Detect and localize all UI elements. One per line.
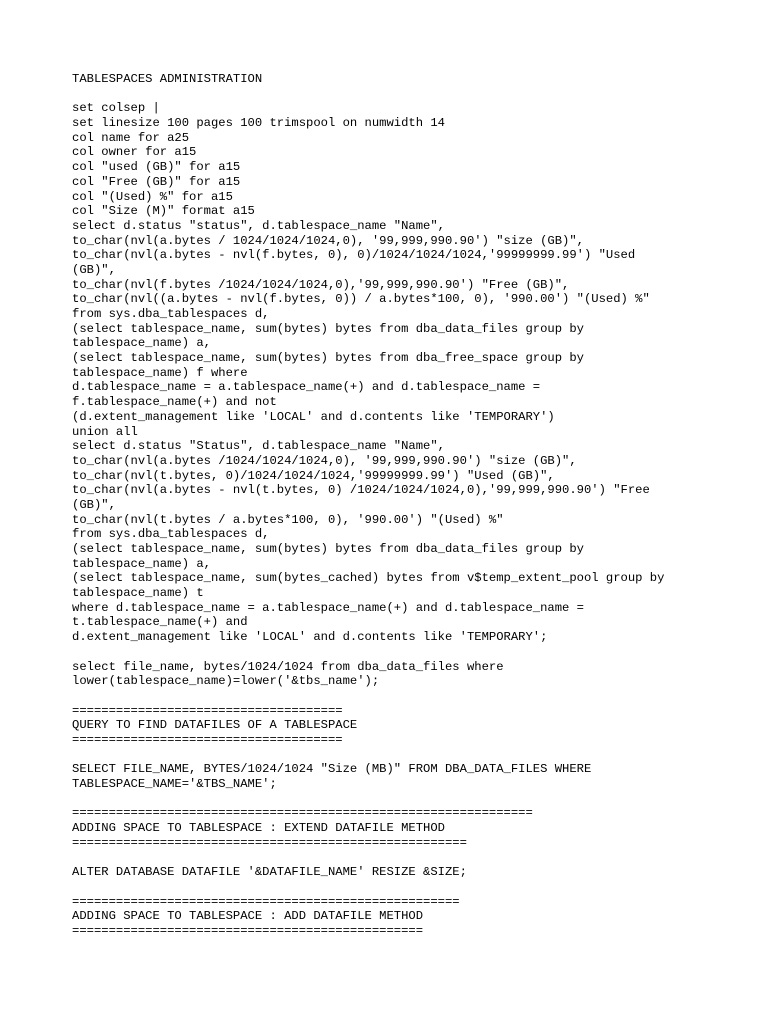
text-line: to_char(nvl(t.bytes, 0)/1024/1024/1024,'99999999.99') "Used (GB)", (72, 468, 555, 483)
text-line: ===================================== (72, 732, 343, 747)
text-line: col "Free (GB)" for a15 (72, 174, 241, 189)
text-line: ====================================================== (72, 835, 467, 850)
text-line: ===================================================== (72, 894, 460, 909)
text-line: (GB)", (72, 497, 116, 512)
text-line (72, 689, 712, 704)
text-line: f.tablespace_name(+) and not (72, 395, 277, 410)
text-line: col "Size (M)" format a15 (72, 204, 255, 219)
text-line: select file_name, bytes/1024/1024 from dba_data_files where (72, 659, 504, 674)
text-line: (select tablespace_name, sum(bytes) bytes from dba_data_files group by (72, 542, 584, 556)
text-line (72, 792, 712, 807)
text-line: tablespace_name) a, (72, 336, 211, 351)
text-line (72, 850, 712, 865)
text-line: tablespace_name) a, (72, 556, 211, 571)
text-line: col "(Used) %" for a15 (72, 189, 233, 204)
text-line: ADDING SPACE TO TABLESPACE : ADD DATAFILE METHOD (72, 909, 424, 924)
text-line: to_char(nvl(f.bytes /1024/1024/1024,0),'99,999,990.90') "Free (GB)", (72, 277, 570, 292)
text-line: (GB)", (72, 262, 116, 277)
text-line: TABLESPACES ADMINISTRATION (72, 72, 263, 86)
text-line: select d.status "Status", d.tablespace_name "Name", (72, 439, 445, 454)
text-line: col owner for a15 (72, 145, 197, 160)
text-line: to_char(nvl(a.bytes /1024/1024/1024,0), '99,999,990.90') "size (GB)", (72, 453, 577, 468)
text-line: set linesize 100 pages 100 trimspool on numwidth 14 (72, 116, 445, 131)
text-line: t.tablespace_name(+) and (72, 615, 248, 630)
text-line: to_char(nvl(t.bytes / a.bytes*100, 0), '990.00') "(Used) %" (72, 512, 504, 527)
text-line: to_char(nvl(a.bytes / 1024/1024/1024,0), '99,999,990.90') "size (GB)", (72, 233, 584, 248)
text-line: from sys.dba_tablespaces d, (72, 307, 270, 321)
text-line: where d.tablespace_name = a.tablespace_name(+) and d.tablespace_name = (72, 600, 584, 615)
text-line: col name for a25 (72, 130, 190, 145)
text-line: to_char(nvl(a.bytes - nvl(f.bytes, 0), 0)/1024/1024/1024,'99999999.99') "Used (72, 248, 636, 263)
text-line: ALTER DATABASE DATAFILE '&DATAFILE_NAME' RESIZE &SIZE; (72, 865, 467, 880)
text-line (72, 748, 712, 763)
text-line: d.extent_management like 'LOCAL' and d.contents like 'TEMPORARY'; (72, 630, 548, 645)
text-line: SELECT FILE_NAME, BYTES/1024/1024 "Size (MB)" FROM DBA_DATA_FILES WHERE (72, 762, 592, 777)
text-line: col "used (GB)" for a15 (72, 160, 241, 175)
text-line: TABLESPACE_NAME='&TBS_NAME'; (72, 777, 277, 791)
text-line: from sys.dba_tablespaces d, (72, 527, 270, 542)
text-line: ADDING SPACE TO TABLESPACE : EXTEND DATAFILE METHOD (72, 821, 445, 836)
text-line: QUERY TO FIND DATAFILES OF A TABLESPACE (72, 718, 358, 733)
text-line: tablespace_name) t (72, 586, 204, 601)
document-page (72, 72, 712, 939)
text-line: (select tablespace_name, sum(bytes) bytes from dba_free_space group by (72, 351, 584, 366)
text-line: (d.extent_management like 'LOCAL' and d.contents like 'TEMPORARY') (72, 409, 555, 424)
text-line: tablespace_name) f where (72, 365, 248, 380)
text-line (72, 880, 712, 895)
text-line (72, 645, 712, 660)
text-line: lower(tablespace_name)=lower('&tbs_name'); (72, 674, 380, 689)
text-line: to_char(nvl((a.bytes - nvl(f.bytes, 0)) / a.bytes*100, 0), '990.00') "(Used) %" (72, 292, 650, 307)
text-line: =============================================================== (72, 806, 533, 821)
text-line: select d.status "status", d.tablespace_name "Name", (72, 218, 445, 233)
text-line: ===================================== (72, 703, 343, 718)
text-line: to_char(nvl(a.bytes - nvl(t.bytes, 0) /1024/1024/1024,0),'99,999,990.90') "Free (72, 483, 650, 498)
text-line: set colsep | (72, 101, 160, 116)
text-line: d.tablespace_name = a.tablespace_name(+) and d.tablespace_name = (72, 380, 541, 395)
text-line (72, 87, 712, 102)
text-line: ================================================ (72, 923, 424, 938)
text-line: (select tablespace_name, sum(bytes_cached) bytes from v$temp_extent_pool group by (72, 571, 665, 586)
text-line: union all (72, 424, 138, 439)
text-line: (select tablespace_name, sum(bytes) bytes from dba_data_files group by (72, 321, 584, 336)
